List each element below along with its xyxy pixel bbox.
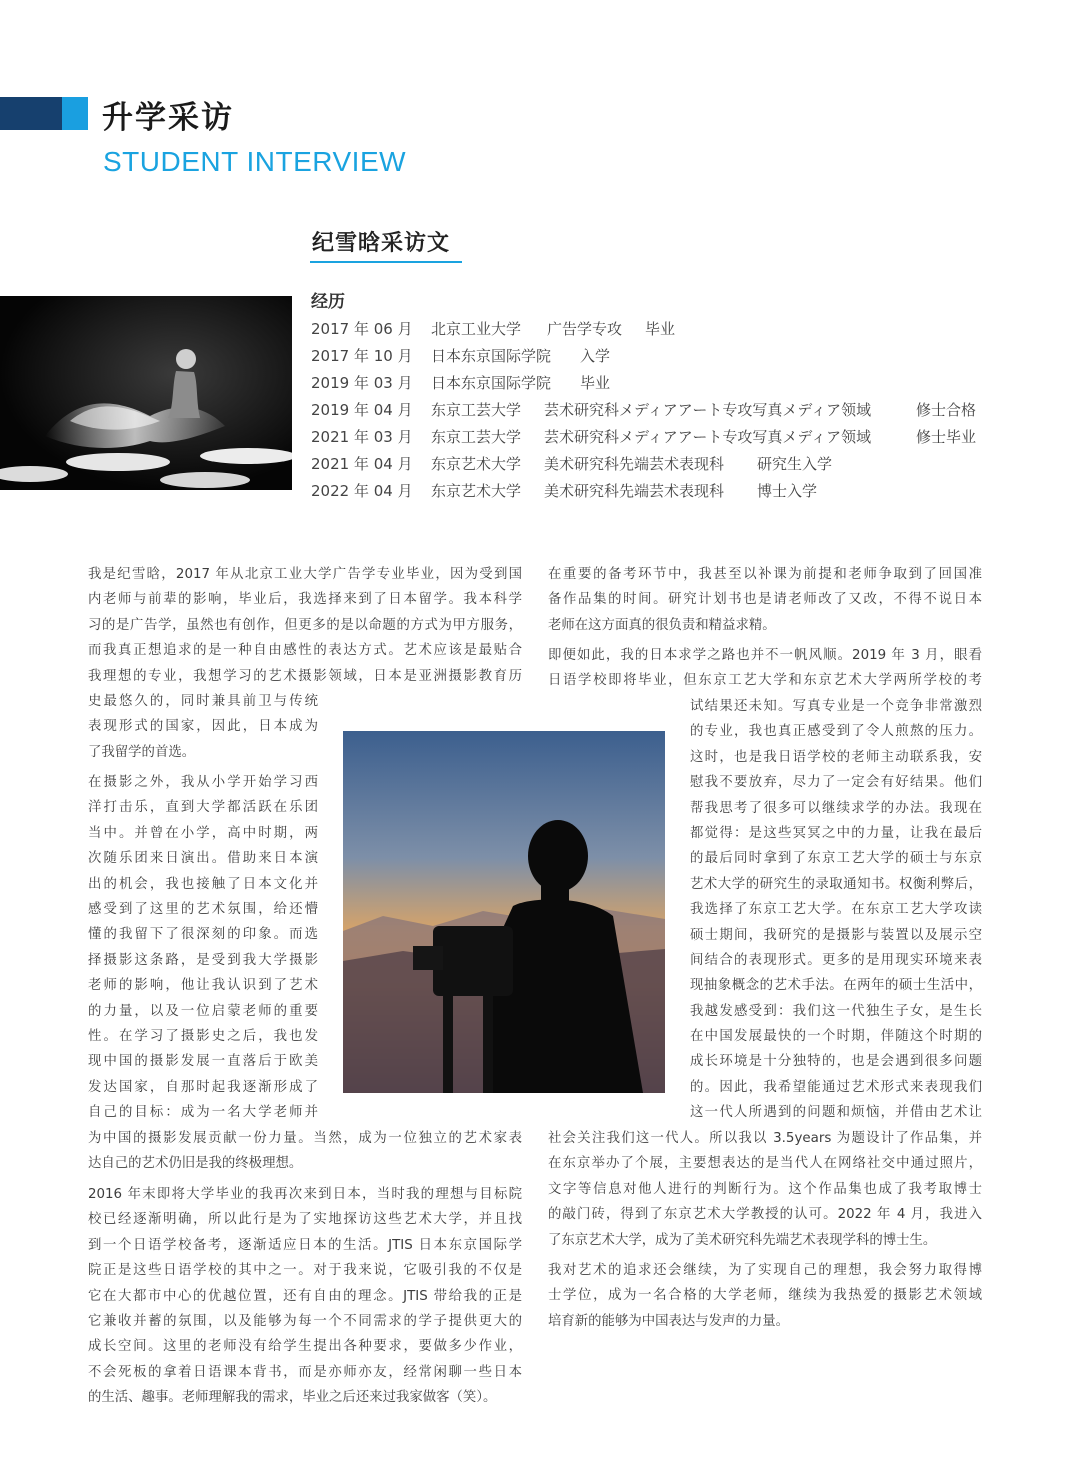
text-line: 成长环境是十分独特的，也是会遇到很多问题 (690, 1054, 982, 1070)
text-line: 了我留学的首选。 (88, 744, 196, 760)
text-line: 懂的我留下了很深刻的印象。而选 (88, 927, 318, 943)
career-row: 2019 年 03 月 日本东京国际学院 毕业 (311, 374, 611, 392)
text-line: 到一个日语学校备考，逐渐适应日本的生活。JTIS 日本东京国际学 (88, 1237, 522, 1253)
career-row: 2017 年 06 月 北京工业大学 广告学专攻 毕业 (311, 320, 676, 338)
text-line: 在重要的备考环节中，我甚至以补课为前提和老师争取到了回国准 (548, 567, 982, 582)
sunset-silhouette-photo (343, 731, 665, 1093)
career-heading: 经历 (311, 292, 345, 312)
text-line: 的。因此，我希望能通过艺术形式来表现我们 (690, 1079, 982, 1095)
text-line: 为中国的摄影发展贡献一份力量。当然，成为一位独立的艺术家表 (88, 1131, 522, 1146)
text-line: 间结合的表现形式。更多的是用现实环境来表 (690, 952, 982, 968)
text-line: 慰我不要放弃，尽力了一定会有好结果。他们 (690, 775, 982, 791)
text-line: 成长空间。这里的老师没有给学生提出各种要求，要做多少作业， (88, 1339, 522, 1355)
header-bar-dark (0, 97, 62, 130)
text-line: 都觉得：是这些冥冥之中的力量，让我在最后 (690, 825, 982, 841)
text-line: 次随乐团来日演出。借助来日本演 (88, 851, 318, 867)
body-paragraph-3 (88, 1182, 522, 1411)
text-line: 文字等信息对他人进行的判断行为。这个作品集也成了我考取博士 (548, 1181, 982, 1197)
text-line: 现抽象概念的艺术手法。在两年的硕士生活中， (690, 978, 982, 994)
text-line: 而我真正想追求的是一种自由感性的表达方式。艺术应该是最贴合 (88, 643, 522, 659)
performance-photo (0, 296, 292, 490)
career-row: 2017 年 10 月 日本东京国际学院 入学 (311, 347, 611, 365)
text-line: 在摄影之外，我从小学开始学习西 (88, 775, 318, 790)
text-line: 在东京举办了个展，主要想表达的是当代人在网络社交中通过照片， (548, 1156, 982, 1172)
text-line: 的最后同时拿到了东京工艺大学的硕士与东京 (690, 851, 982, 867)
text-line: 自己的目标：成为一名大学老师并 (88, 1105, 318, 1121)
career-row: 2022 年 04 月 东京艺术大学 美术研究科先端芸术表现科 博士入学 (311, 482, 818, 500)
career-row: 2021 年 04 月 东京艺术大学 美术研究科先端芸术表现科 研究生入学 (311, 455, 833, 473)
text-line: 我是纪雪晗，2017 年从北京工业大学广告学专业毕业，因为受到国 (88, 567, 522, 582)
text-line: 的力量，以及一位启蒙老师的重要 (88, 1003, 318, 1019)
text-line: 现中国的摄影发展一直落后于欧美 (88, 1054, 318, 1070)
text-line: 帮我思考了很多可以继续求学的办法。我现在 (690, 800, 982, 816)
article-title-underline (310, 261, 462, 263)
text-line: 了东京艺术大学，成为了美术研究科先端艺术表现学科的博士生。 (548, 1232, 937, 1248)
text-line: 它在大都市中心的优越位置，还有自由的理念。JTIS 带给我的正是 (88, 1288, 522, 1304)
body-paragraph-4 (548, 562, 982, 638)
text-line: 当中。并曾在小学，高中时期，两 (88, 825, 318, 841)
text-line: 发达国家，自那时起我逐渐形成了 (88, 1079, 318, 1095)
text-line: 即便如此，我的日本求学之路也并不一帆风顺。2019 年 3 月，眼看 (548, 648, 982, 663)
section-title: 升学采访 (102, 100, 234, 136)
text-line: 士学位，成为一名合格的大学老师，继续为我热爱的摄影艺术领域 (548, 1288, 982, 1304)
article-title: 纪雪晗采访文 (312, 231, 451, 256)
text-line: 史最悠久的，同时兼具前卫与传统 (88, 694, 318, 709)
text-line: 习的是广告学，虽然也有创作，但更多的是以命题的方式为甲方服务， (88, 617, 522, 633)
text-line: 备作品集的时间。研究计划书也是请老师改了又改，不得不说日本 (548, 592, 982, 608)
text-line: 不会死板的拿着日语课本背书，而是亦师亦友，经常闲聊一些日本 (88, 1364, 522, 1380)
text-line: 艺术大学的研究生的录取通知书。权衡利弊后， (690, 876, 982, 892)
section-subtitle: STUDENT INTERVIEW (103, 146, 407, 177)
text-line: 试结果还未知。写真专业是一个竞争非常激烈 (690, 699, 982, 714)
career-row: 2021 年 03 月 东京工芸大学 芸术研究科メディアアート专攻写真メディア领域 修士毕业 (311, 428, 977, 446)
body-paragraph-1b (88, 689, 318, 765)
text-line: 的敲门砖，得到了东京艺术大学教授的认可。2022 年 4 月，我进入 (548, 1207, 982, 1223)
text-line: 院正是这些日语学校的其中之一。对于我来说，它吸引我的不仅是 (88, 1263, 522, 1279)
body-paragraph-5c (548, 1126, 982, 1253)
body-paragraph-6 (548, 1258, 982, 1334)
text-line: 老师的影响，他让我认识到了艺术 (88, 978, 318, 994)
text-line: 我选择了东京工艺大学。在东京工艺大学攻读 (690, 902, 982, 918)
text-line: 达自己的艺术仍旧是我的终极理想。 (88, 1156, 303, 1172)
body-paragraph-5b (690, 694, 982, 1126)
text-line: 的专业，我也真正感受到了令人煎熬的压力。 (690, 724, 982, 740)
text-line: 我理想的专业，我想学习的艺术摄影领域，日本是亚洲摄影教育历 (88, 668, 522, 684)
text-line: 培育新的能够为中国表达与发声的力量。 (548, 1313, 790, 1329)
text-line: 择摄影这条路，是受到我大学摄影 (88, 952, 318, 968)
text-line: 2016 年末即将大学毕业的我再次来到日本，当时我的理想与目标院 (88, 1187, 522, 1202)
career-row: 2019 年 04 月 东京工芸大学 芸术研究科メディアアート专攻写真メディア领域 修士合格 (311, 401, 977, 419)
text-line: 我对艺术的追求还会继续，为了实现自己的理想，我会努力取得博 (548, 1263, 982, 1278)
body-paragraph-5a (548, 643, 982, 694)
text-line: 的生活、趣事。老师理解我的需求，毕业之后还来过我家做客（笑）。 (88, 1390, 497, 1406)
text-line: 硕士期间，我研究的是摄影与装置以及展示空 (690, 927, 982, 943)
text-line: 日语学校即将毕业，但东京工艺大学和东京艺术大学两所学校的考 (548, 673, 982, 689)
text-line: 社会关注我们这一代人。所以我以 3.5years 为题设计了作品集，并 (548, 1131, 982, 1146)
text-line: 表现形式的国家，因此，日本成为 (88, 719, 318, 735)
text-line: 老师在这方面真的很负责和精益求精。 (548, 617, 776, 633)
text-line: 内老师与前辈的影响，毕业后，我选择来到了日本留学。我本科学 (88, 592, 522, 608)
body-paragraph-1a (88, 562, 522, 689)
text-line: 这时，也是我日语学校的老师主动联系我，安 (690, 749, 982, 765)
text-line: 这一代人所遇到的问题和烦恼，并借由艺术让 (690, 1105, 982, 1121)
text-line: 校已经逐渐明确，所以此行是为了实地探访这些艺术大学，并且找 (88, 1212, 522, 1228)
body-paragraph-2 (88, 770, 318, 1125)
header-bar-accent (62, 97, 88, 130)
text-line: 洋打击乐，直到大学都活跃在乐团 (88, 800, 318, 816)
text-line: 性。在学习了摄影史之后，我也发 (88, 1028, 318, 1044)
text-line: 在中国发展最快的一个时期，伴随这个时期的 (690, 1029, 982, 1045)
text-line: 感受到了这里的艺术氛围，给还懵 (88, 901, 318, 917)
text-line: 它兼收并蓄的氛围，以及能够为每一个不同需求的学子提供更大的 (88, 1313, 522, 1329)
body-paragraph-2b (88, 1126, 522, 1177)
career-history (311, 287, 977, 505)
text-line: 出的机会，我也接触了日本文化并 (88, 876, 318, 892)
text-line: 我越发感受到：我们这一代独生子女，是生长 (690, 1003, 982, 1019)
